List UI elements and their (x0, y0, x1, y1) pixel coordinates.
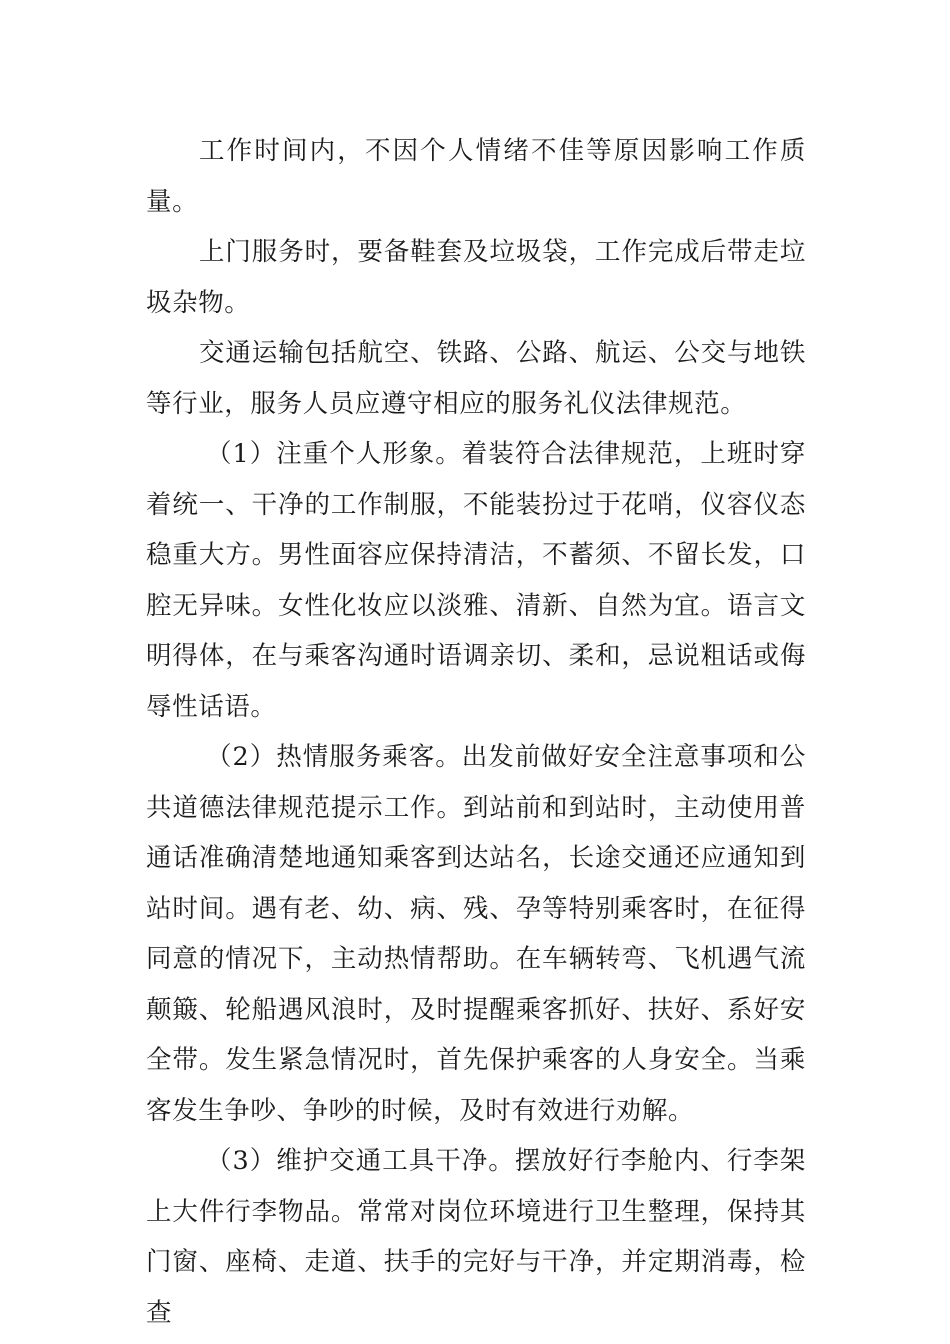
paragraph-work-quality: 工作时间内，不因个人情绪不佳等原因影响工作质量。 (146, 136, 806, 217)
paragraph-personal-image: （1）注重个人形象。着装符合法律规范，上班时穿着统一、干净的工作制服，不能装扮过于花哨，仪容仪态稳重大方。男性面容应保持清洁，不蓄须、不留长发，口腔无异味。女性化妆应以淡雅、清新、自然为宜。语言文明得体，在与乘客沟通时语调亲切、柔和，忌说粗话或侮辱性话语。 (146, 439, 806, 722)
paragraph-vehicle-cleanliness: （3）维护交通工具干净。摆放好行李舱内、行李架上大件行李物品。常常对岗位环境进行卫生整理，保持其门窗、座椅、走道、扶手的完好与干净，并定期消毒，检查 (146, 1146, 806, 1328)
document-body (146, 126, 806, 1338)
paragraph-transport-intro: 交通运输包括航空、铁路、公路、航运、公交与地铁等行业，服务人员应遵守相应的服务礼仪法律规范。 (146, 338, 806, 419)
paragraph-passenger-service: （2）热情服务乘客。出发前做好安全注意事项和公共道德法律规范提示工作。到站前和到站时，主动使用普通话准确清楚地通知乘客到达站名，长途交通还应通知到站时间。遇有老、幼、病、残、孕等特别乘客时，在征得同意的情况下，主动热情帮助。在车辆转弯、飞机遇气流颠簸、轮船遇风浪时，及时提醒乘客抓好、扶好、系好安全带。发生紧急情况时，首先保护乘客的人身安全。当乘客发生争吵、争吵的时候，及时有效进行劝解。 (146, 742, 806, 1126)
paragraph-home-service: 上门服务时，要备鞋套及垃圾袋，工作完成后带走垃圾杂物。 (146, 237, 806, 318)
